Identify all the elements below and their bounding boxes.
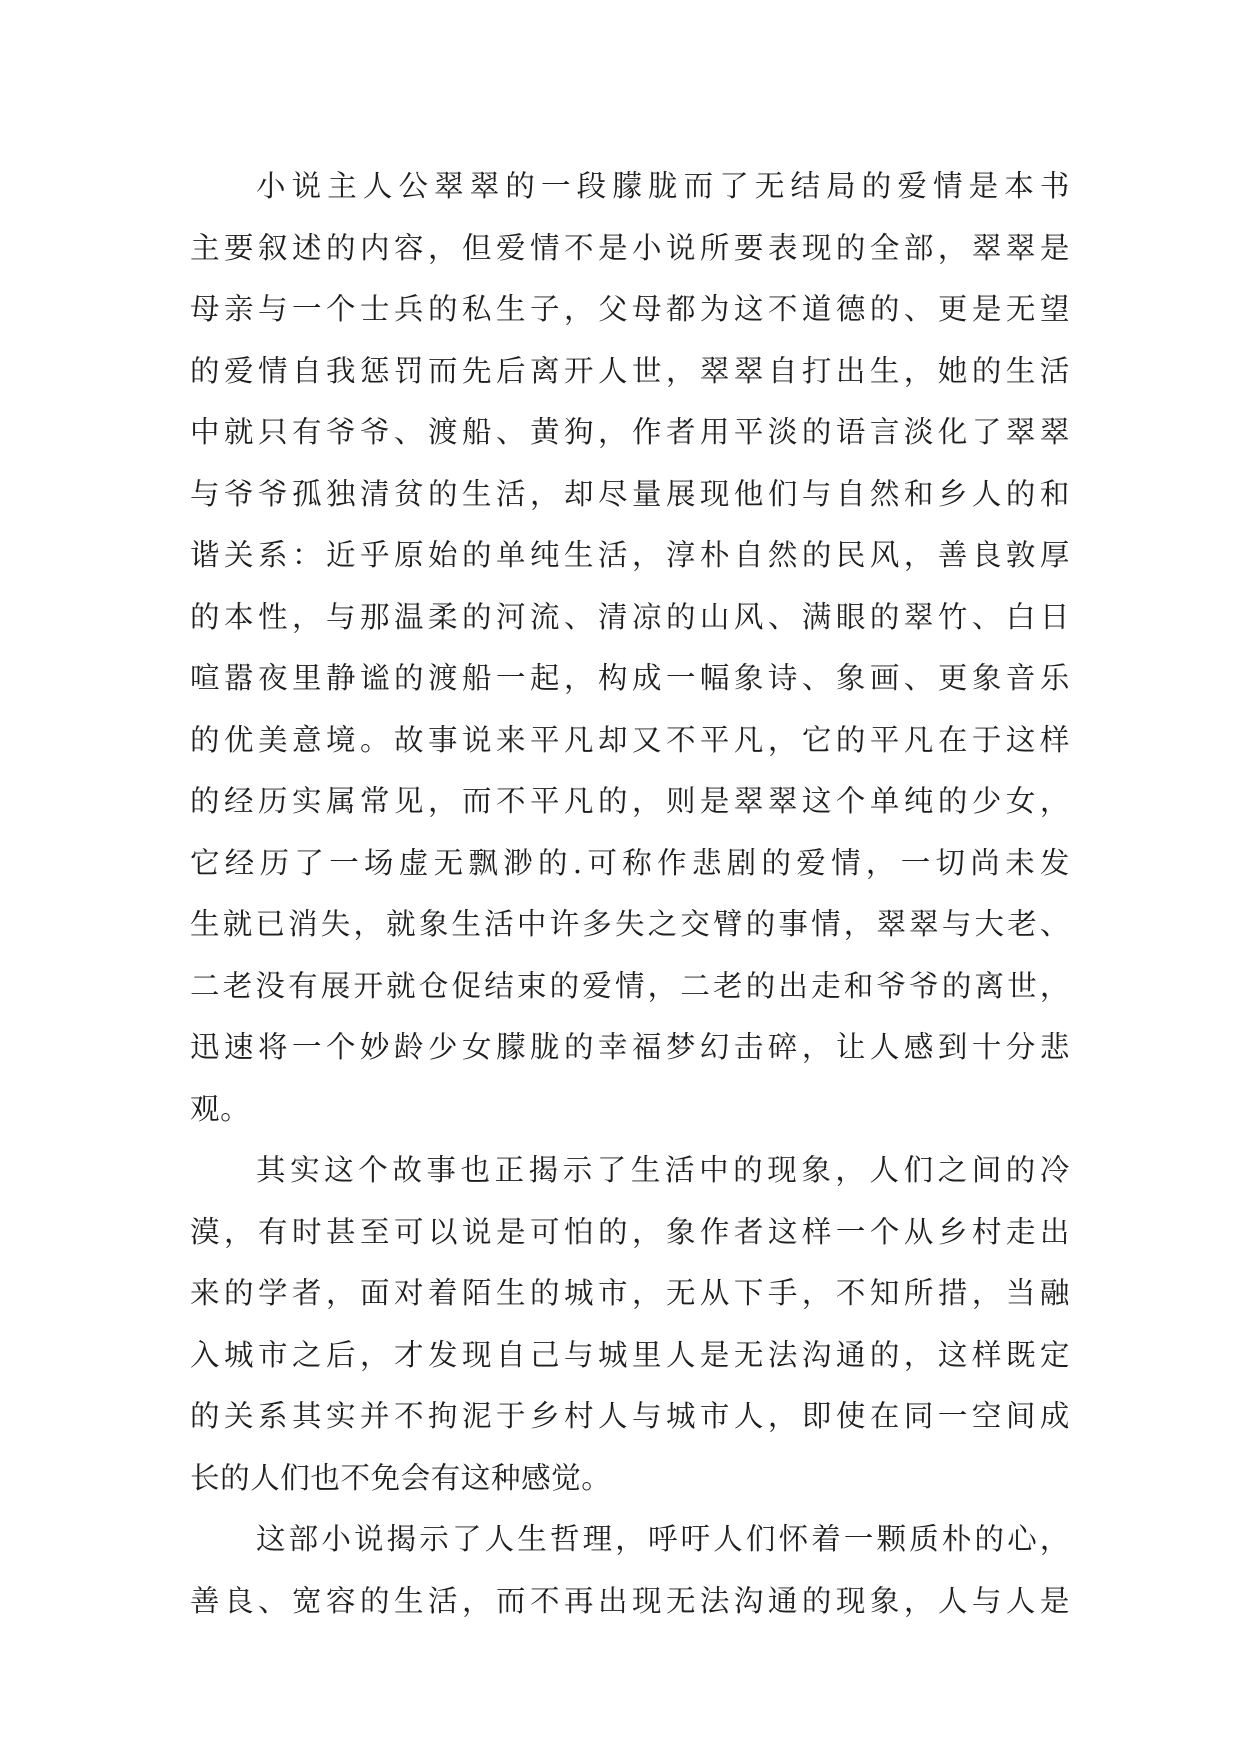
text-line: 入城市之后，才发现自己与城里人是无法沟通的，这样既定 [190,1337,1070,1372]
text-line: 的关系其实并不拘泥于乡村人与城市人，即使在同一空间成 [190,1399,1070,1433]
text-line: 善良、宽容的生活，而不再出现无法沟通的现象，人与人是 [190,1583,1070,1618]
text-line: 中就只有爷爷、渡船、黄狗，作者用平淡的语言淡化了翠翠 [190,415,1070,449]
text-line: 的爱情自我惩罚而先后离开人世，翠翠自打出生，她的生活 [190,353,1070,388]
text-line: 其实这个故事也正揭示了生活中的现象，人们之间的冷 [256,1153,1070,1187]
text-line: 来的学者，面对着陌生的城市，无从下手，不知所措，当融 [190,1276,1070,1310]
text-line: 生就已消失，就象生活中许多失之交臂的事情，翠翠与大老、 [190,907,1070,941]
text-line: 谐关系：近乎原始的单纯生活，淳朴自然的民风，善良敦厚 [190,538,1070,572]
text-line: 母亲与一个士兵的私生子，父母都为这不道德的、更是无望 [190,292,1070,326]
text-line: 观。 [190,1091,251,1126]
text-line: 它经历了一场虚无飘渺的.可称作悲剧的爱情，一切尚未发 [190,845,1070,880]
paragraph-2 [190,1140,1070,1509]
text-line: 长的人们也不免会有这种感觉。 [190,1460,612,1495]
text-line: 的本性，与那温柔的河流、清凉的山风、满眼的翠竹、白日 [190,599,1070,634]
body-text [190,156,1070,1632]
text-line: 的优美意境。故事说来平凡却又不平凡，它的平凡在于这样 [190,722,1070,757]
text-line: 主要叙述的内容，但爱情不是小说所要表现的全部，翠翠是 [190,230,1070,265]
text-line: 喧嚣夜里静谧的渡船一起，构成一幅象诗、象画、更象音乐 [190,661,1070,695]
text-line: 与爷爷孤独清贫的生活，却尽量展现他们与自然和乡人的和 [190,476,1070,511]
paragraph-1 [190,156,1070,1140]
text-line: 这部小说揭示了人生哲理，呼吁人们怀着一颗质朴的心， [256,1522,1070,1556]
text-line: 迅速将一个妙龄少女朦胧的幸福梦幻击碎，让人感到十分悲 [190,1030,1070,1064]
text-line: 二老没有展开就仓促结束的爱情，二老的出走和爷爷的离世， [190,968,1070,1003]
paragraph-3 [190,1509,1070,1632]
text-line: 的经历实属常见，而不平凡的，则是翠翠这个单纯的少女， [190,784,1070,818]
text-line: 小说主人公翠翠的一段朦胧而了无结局的爱情是本书 [256,169,1070,203]
text-line: 漠，有时甚至可以说是可怕的，象作者这样一个从乡村走出 [190,1214,1070,1249]
